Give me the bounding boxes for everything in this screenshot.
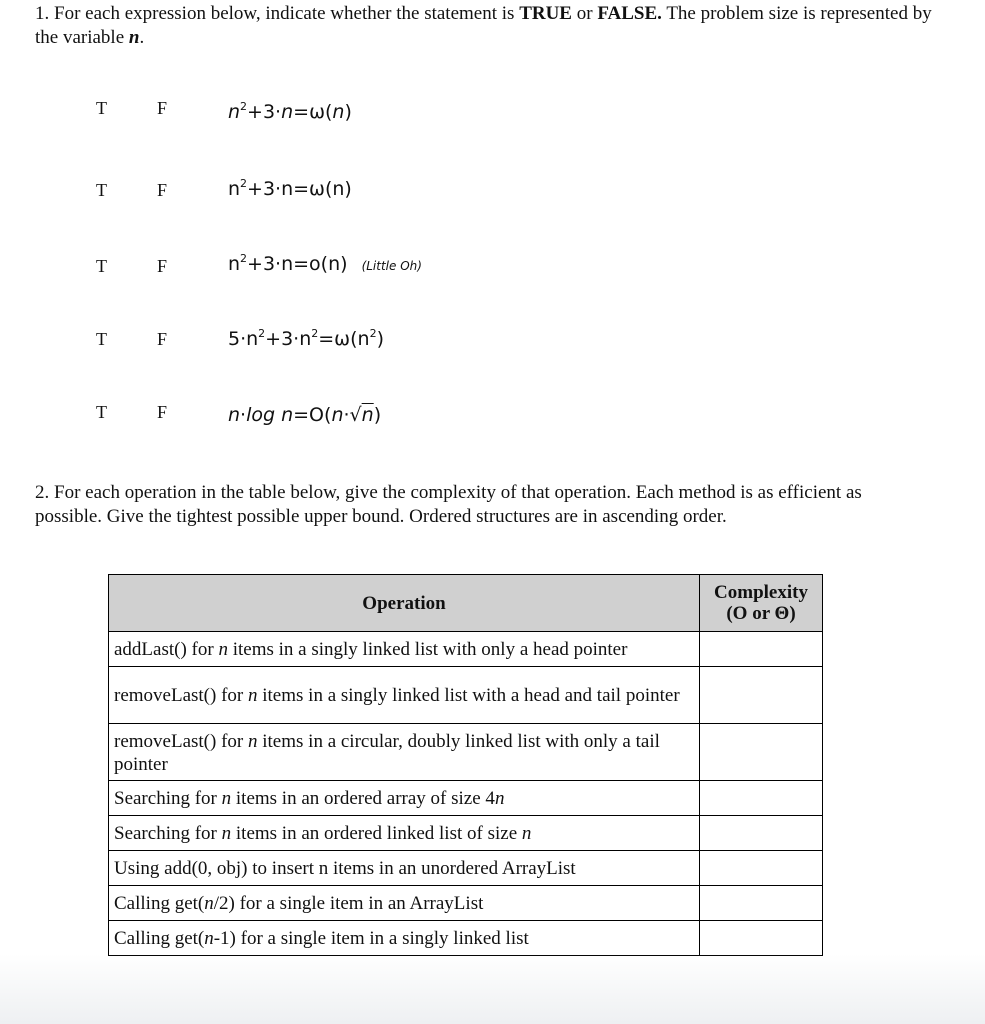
complexity-answer-cell[interactable] <box>700 632 823 667</box>
complexity-answer-cell[interactable] <box>700 724 823 781</box>
operation-cell: Searching for n items in an ordered array of size 4n <box>109 781 700 816</box>
operation-cell: Using add(0, obj) to insert n items in an unordered ArrayList <box>109 851 700 886</box>
complexity-answer-cell[interactable] <box>700 886 823 921</box>
operation-cell: Searching for n items in an ordered linked list of size n <box>109 816 700 851</box>
true-option[interactable]: T <box>96 256 107 276</box>
question-2-prompt: 2. For each operation in the table below, give the complexity of that operation. Each method is as efficient as possible. Give the tightest possible upper bound. Ordered structures are in ascending order. <box>35 482 862 527</box>
operation-cell: removeLast() for n items in a singly linked list with a head and tail pointer <box>109 667 700 724</box>
operation-cell: removeLast() for n items in a circular, doubly linked list with only a tail pointer <box>109 724 700 781</box>
expression-4: $5\cdot n^2+3\cdot n^2=\omega(n^2)$ <box>228 327 384 350</box>
true-option[interactable]: T <box>96 402 107 422</box>
true-option[interactable]: T <box>96 98 107 118</box>
page-bottom-shadow <box>0 954 985 1024</box>
operation-cell: Calling get(n/2) for a single item in an ArrayList <box>109 886 700 921</box>
complexity-answer-cell[interactable] <box>700 816 823 851</box>
complexity-answer-cell[interactable] <box>700 781 823 816</box>
complexity-table <box>108 574 823 956</box>
complexity-answer-cell[interactable] <box>700 921 823 956</box>
false-option[interactable]: F <box>157 329 168 349</box>
complexity-answer-cell[interactable] <box>700 667 823 724</box>
operation-cell: Calling get(n-1) for a single item in a singly linked list <box>109 921 700 956</box>
expression-5: n·log n=O(n·√n) <box>228 404 382 426</box>
false-option[interactable]: F <box>157 180 168 200</box>
false-option[interactable]: F <box>157 98 168 118</box>
complexity-header: Complexity (O or Θ) <box>700 575 823 632</box>
question-1-prompt: 1. For each expression below, indicate whether the statement is TRUE or FALSE. The problem size is represented by the variable n. <box>35 3 932 48</box>
false-option[interactable]: F <box>157 256 168 276</box>
true-option[interactable]: T <box>96 180 107 200</box>
expression-3: $n^2+3\cdot n=o(n)$ (Little Oh) <box>228 252 422 275</box>
expression-2: $n^2+3\cdot n=\omega(n)$ <box>228 177 352 200</box>
true-option[interactable]: T <box>96 329 107 349</box>
expression-1: $n^2+3\cdot n=\omega(n)$ <box>228 100 352 123</box>
operation-cell: addLast() for n items in a singly linked list with only a head pointer <box>109 632 700 667</box>
complexity-answer-cell[interactable] <box>700 851 823 886</box>
false-option[interactable]: F <box>157 402 168 422</box>
operation-header: Operation <box>109 575 700 632</box>
